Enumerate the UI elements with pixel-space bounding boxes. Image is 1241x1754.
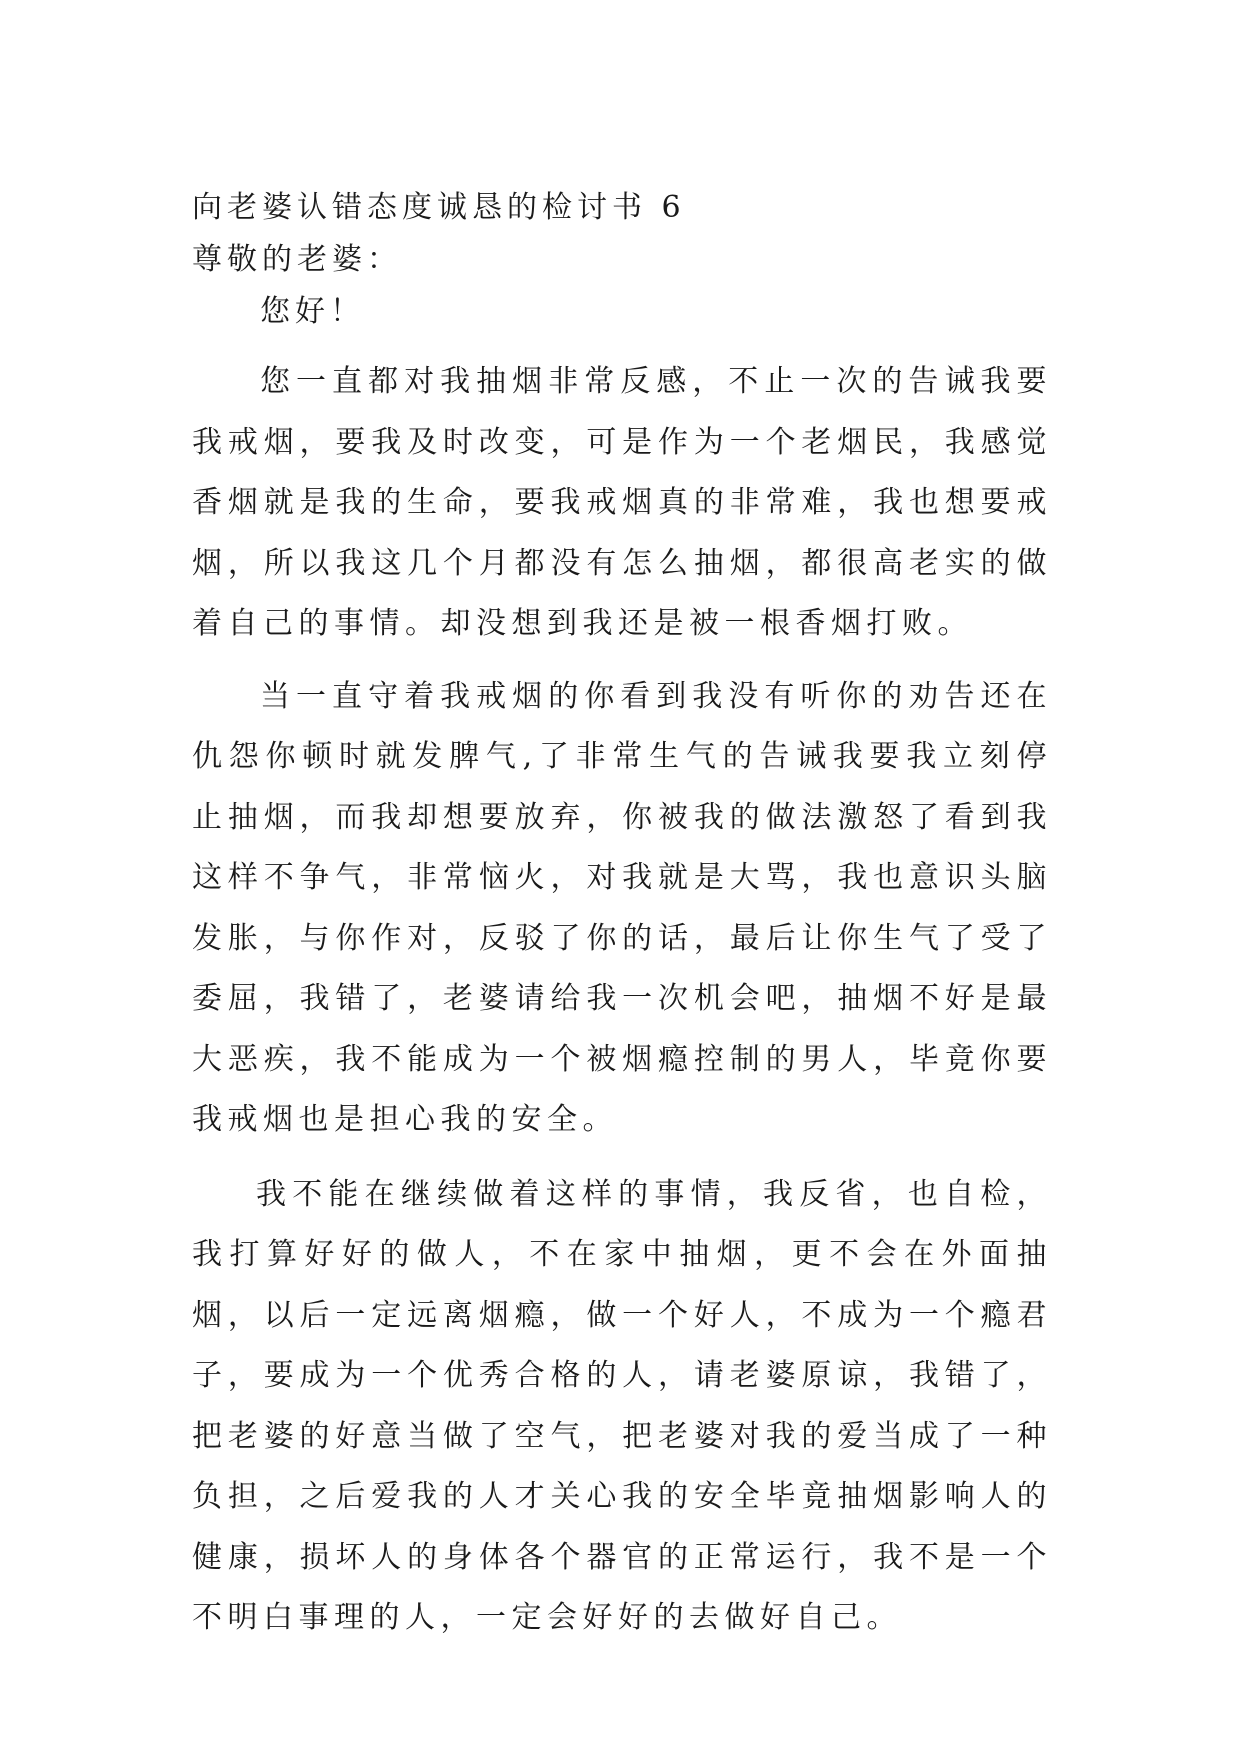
document-page <box>192 188 1052 1659</box>
salutation: 尊敬的老婆： <box>192 242 402 277</box>
document-title: 向老婆认错态度诚恳的检讨书 6 <box>192 190 686 225</box>
body-paragraph-2: 当一直守着我戒烟的你看到我没有听你的劝告还在仇怨你顿时就发脾气,了非常生气的告诫我要我立刻停止抽烟，而我却想要放弃，你被我的做法激怒了看到我这样不争气，非常恼火，对我就是大骂，我也意识头脑发胀，与你作对，反驳了你的话，最后让你生气了受了委屈，我错了，老婆请给我一次机会吧，抽烟不好是最大恶疾，我不能成为一个被烟瘾控制的男人，毕竟你要我戒烟也是担心我的安全。 <box>192 678 1052 1137</box>
body-paragraph-3: 我不能在继续做着这样的事情，我反省，也自检，我打算好好的做人，不在家中抽烟，更不会在外面抽烟，以后一定远离烟瘾，做一个好人，不成为一个瘾君子，要成为一个优秀合格的人，请老婆原谅，我错了，把老婆的好意当做了空气，把老婆对我的爱当成了一种负担，之后爱我的人才关心我的安全毕竟抽烟影响人的健康，损坏人的身体各个器官的正常运行，我不是一个不明白事理的人，一定会好好的去做好自己。 <box>192 1176 1052 1635</box>
greeting: 您好！ <box>260 294 365 329</box>
body-paragraph-1: 您一直都对我抽烟非常反感，不止一次的告诫我要我戒烟，要我及时改变，可是作为一个老烟民，我感觉香烟就是我的生命，要我戒烟真的非常难，我也想要戒烟，所以我这几个月都没有怎么抽烟，都很高老实的做着自己的事情。却没想到我还是被一根香烟打败。 <box>192 364 1052 641</box>
